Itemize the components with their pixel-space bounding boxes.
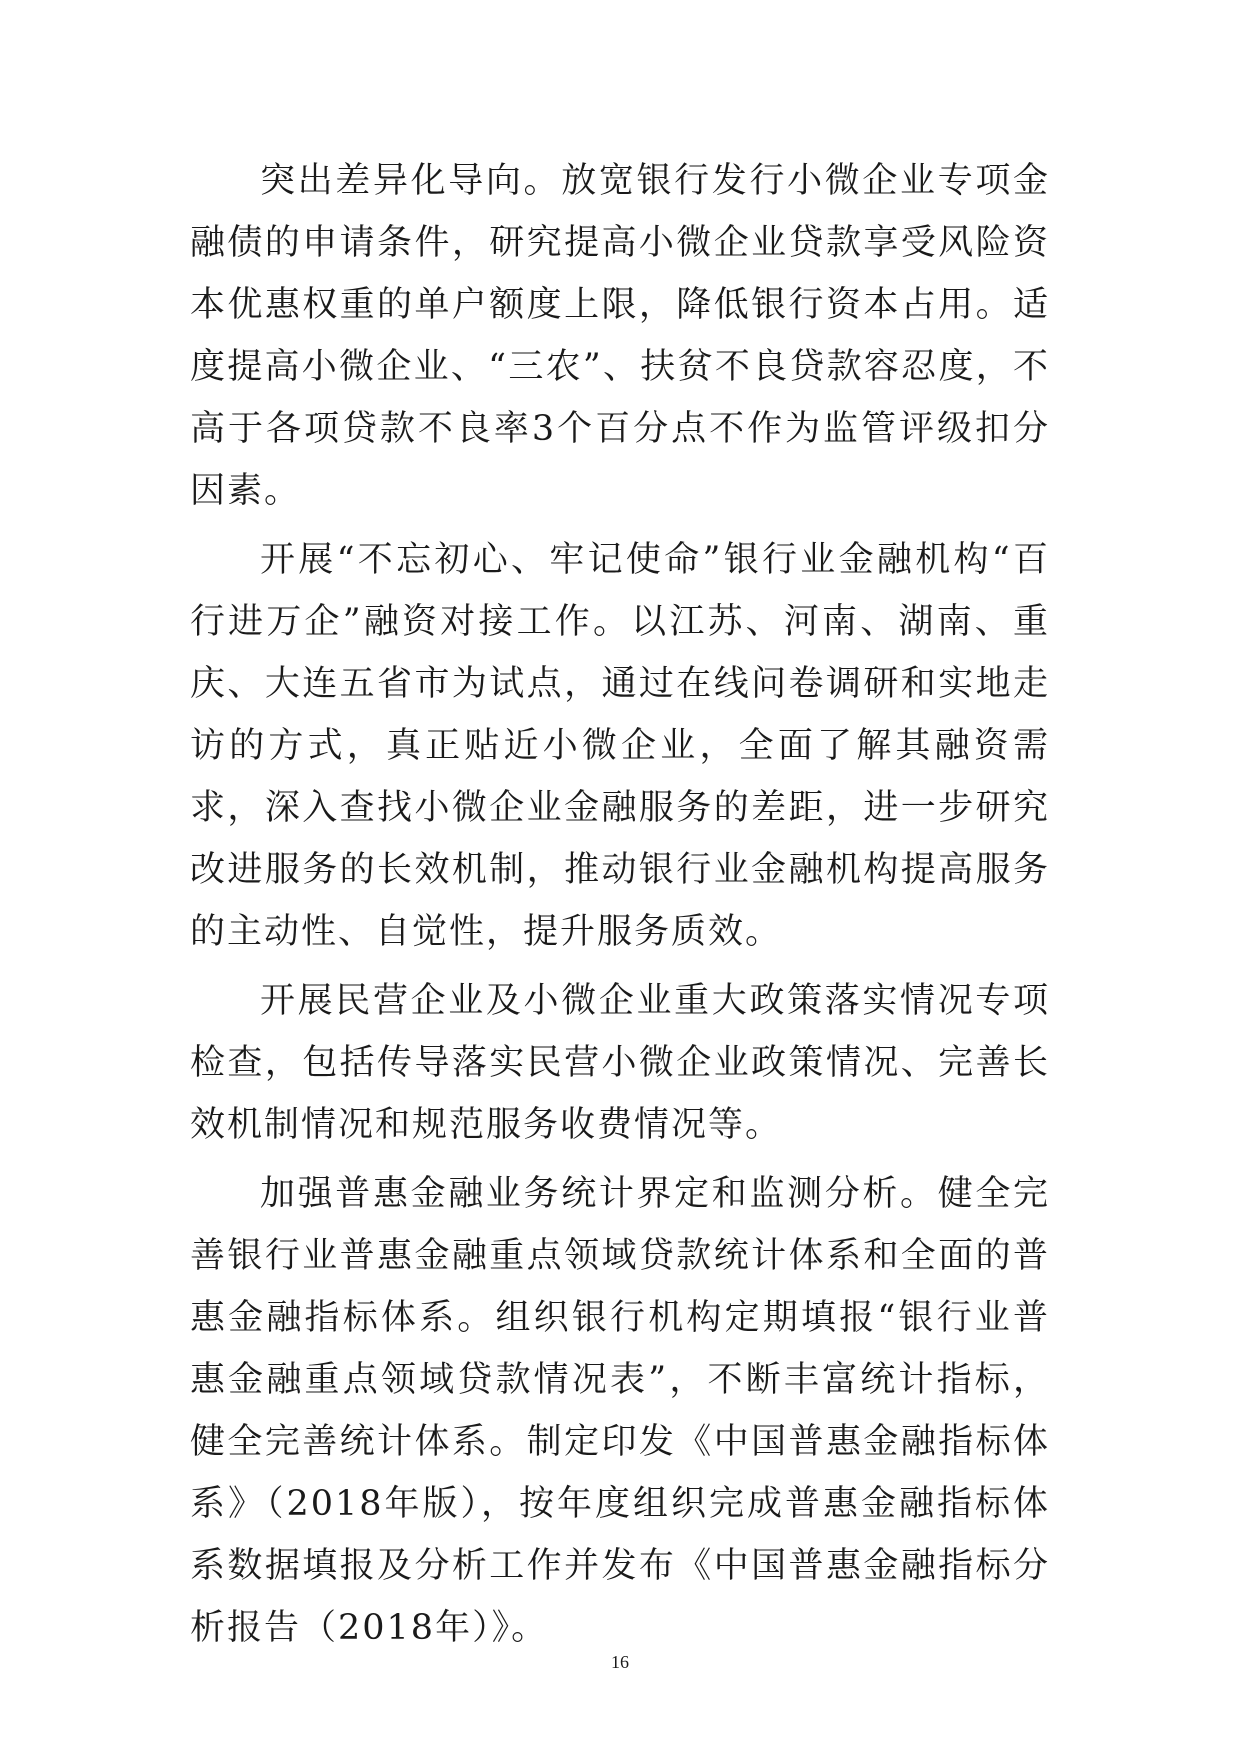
page-number: 16 [611,1652,629,1672]
paragraph-special-inspection: 开展民营企业及小微企业重大政策落实情况专项检查，包括传导落实民营小微企业政策情况、完善长效机制情况和规范服务收费情况等。 [190,981,1050,1145]
paragraph-differentiation: 突出差异化导向。放宽银行发行小微企业专项金融债的申请条件，研究提高小微企业贷款享受风险资本优惠权重的单户额度上限，降低银行资本占用。适度提高小微企业、“三农”、扶贫不良贷款容忍度，不高于各项贷款不良率3个百分点不作为监管评级扣分因素。 [190,161,1050,511]
paragraph-statistics-monitoring: 加强普惠金融业务统计界定和监测分析。健全完善银行业普惠金融重点领域贷款统计体系和全面的普惠金融指标体系。组织银行机构定期填报“银行业普惠金融重点领域贷款情况表”，不断丰富统计指标，健全完善统计体系。制定印发《中国普惠金融指标体系》（2018年版），按年度组织完成普惠金融指标体系数据填报及分析工作并发布《中国普惠金融指标分析报告（2018年）》。 [190,1174,1050,1648]
document-body [190,150,1050,1666]
paragraph-financing-docking: 开展“不忘初心、牢记使命”银行业金融机构“百行进万企”融资对接工作。以江苏、河南、湖南、重庆、大连五省市为试点，通过在线问卷调研和实地走访的方式，真正贴近小微企业，全面了解其融资需求，深入查找小微企业金融服务的差距，进一步研究改进服务的长效机制，推动银行业金融机构提高服务的主动性、自觉性，提升服务质效。 [190,540,1050,952]
